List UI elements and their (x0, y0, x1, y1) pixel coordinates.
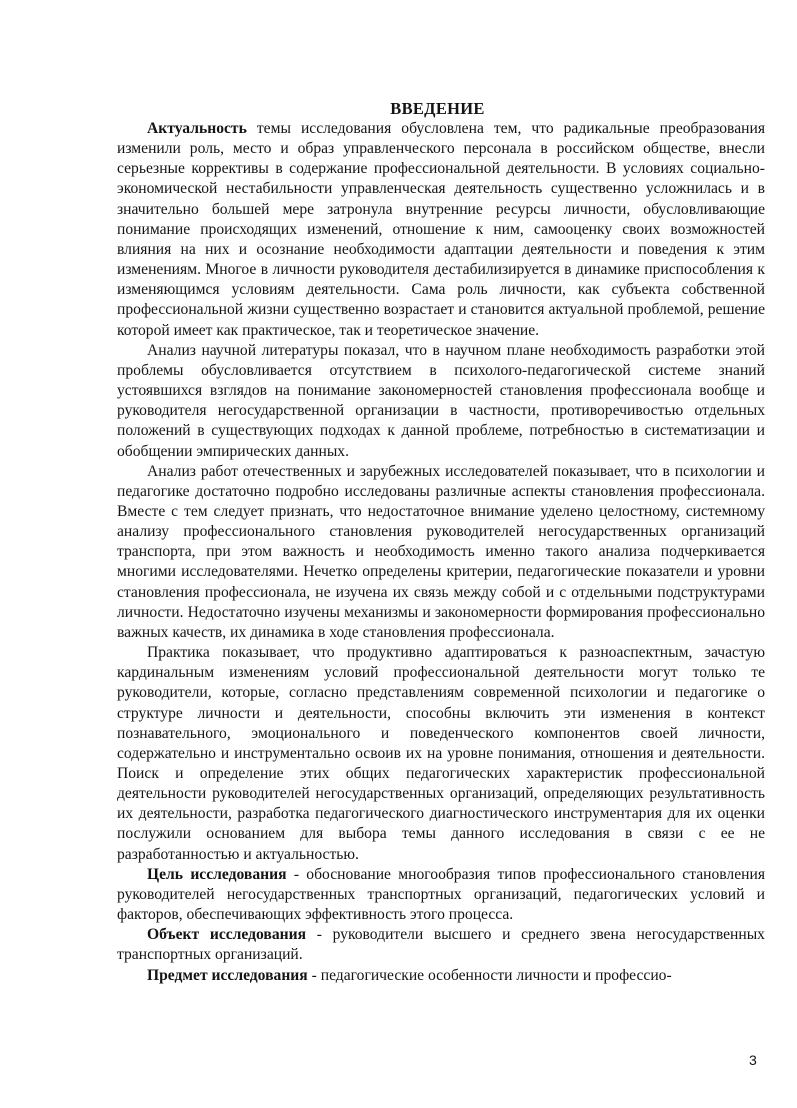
paragraph-goal (117, 865, 765, 925)
paragraph-text: - педагогические особенности личности и профессио- (307, 966, 672, 984)
paragraph-text: - обоснование многообразия типов профессионального становления руководителей негосударственных транспортных организаций, педагогических условий и факторов, обеспечивающих эффективность этого процесса. (117, 865, 766, 924)
paragraph-text: темы исследования обусловлена тем, что радикальные преобразования изменили роль, место и образ управленческого персонала в российском обществе, внесли серьезные коррективы в содержание профессиональной деятельности. В условиях социально-экономической нестабильности управленческая деятельность существенно усложнилась и в значительно большей мере затронула внутренние ресурсы личности, обусловливающие понимание происходящих изменений, отношение к ним, самооценку своих возможностей влияния на них и осознание необходимости адаптации деятельности и поведения к этим изменениям. Многое в личности руководителя дестабилизируется в динамике приспособления к изменяющимся условиям деятельности. Сама роль личности, как субъекта собственной профессиональной жизни существенно возрастает и становится актуальной проблемой, решение которой имеет как практическое, так и теоретическое значение. (117, 120, 765, 339)
paragraph-text: Практика показывает, что продуктивно адаптироваться к разноаспектным, зачастую кардинальным изменениям условий профессиональной деятельности могут только те руководители, которые, согласно представлениям современной психологии и педагогике о структуре личности и деятельности, способны включить эти изменения в контекст познавательного, эмоционального и поведенческого компонентов своей личности, содержательно и инструментально освоив их на уровне понимания, отношения и деятельности. Поиск и определение этих общих педагогических характеристик профессиональной деятельности руководителей негосударственных организаций, определяющих результативность их деятельности, разработка педагогического диагностического инструментария для их оценки послужили основанием для выбора темы данного исследования в связи с ее не разработанностью и актуальностью. (117, 644, 765, 863)
paragraph-practice (117, 643, 765, 865)
page-title: ВВЕДЕНИЕ (390, 99, 485, 118)
paragraph-lead: Актуальность (147, 120, 247, 137)
paragraph-text: Анализ научной литературы показал, что в научном плане необходимость разработки этой проблемы обусловливается отсутствием в психолого-педагогической системе знаний устоявшихся взглядов на понимание закономерностей становления профессионала вообще и руководителя негосударственной организации в частности, противоречивостью отдельных положений в существующих подходах к данной проблеме, потребностью в систематизации и обобщении эмпирических данных. (117, 341, 765, 460)
paragraph-works-analysis (117, 462, 765, 643)
paragraph-lead: Объект исследования (147, 926, 307, 944)
paragraph-relevance (117, 119, 765, 341)
paragraph-object (117, 925, 765, 965)
paragraph-lead: Предмет исследования (147, 966, 308, 984)
page-number: 3 (749, 1052, 757, 1068)
document-body (117, 119, 765, 986)
paragraph-text: Анализ работ отечественных и зарубежных исследователей показывает, что в психологии и педагогике достаточно подробно исследованы различные аспекты становления профессионала. Вместе с тем следует признать, что недостаточное внимание уделено целостному, системному анализу профессионального становления руководителей негосударственных организаций транспорта, при этом важность и необходимость именно такого анализа подчеркивается многими исследователями. Нечетко определены критерии, педагогические показатели и уровни становления профессионала, не изучена их связь между собой и с отдельными подструктурами личности. Недостаточно изучены механизмы и закономерности формирования профессионально важных качеств, их динамика в ходе становления профессионала. (117, 462, 765, 641)
paragraph-lead: Цель исследования (147, 865, 287, 883)
paragraph-literature-analysis (117, 341, 765, 462)
paragraph-text: - руководители высшего и среднего звена негосударственных транспортных организаций. (117, 926, 765, 964)
paragraph-subject (117, 966, 765, 986)
